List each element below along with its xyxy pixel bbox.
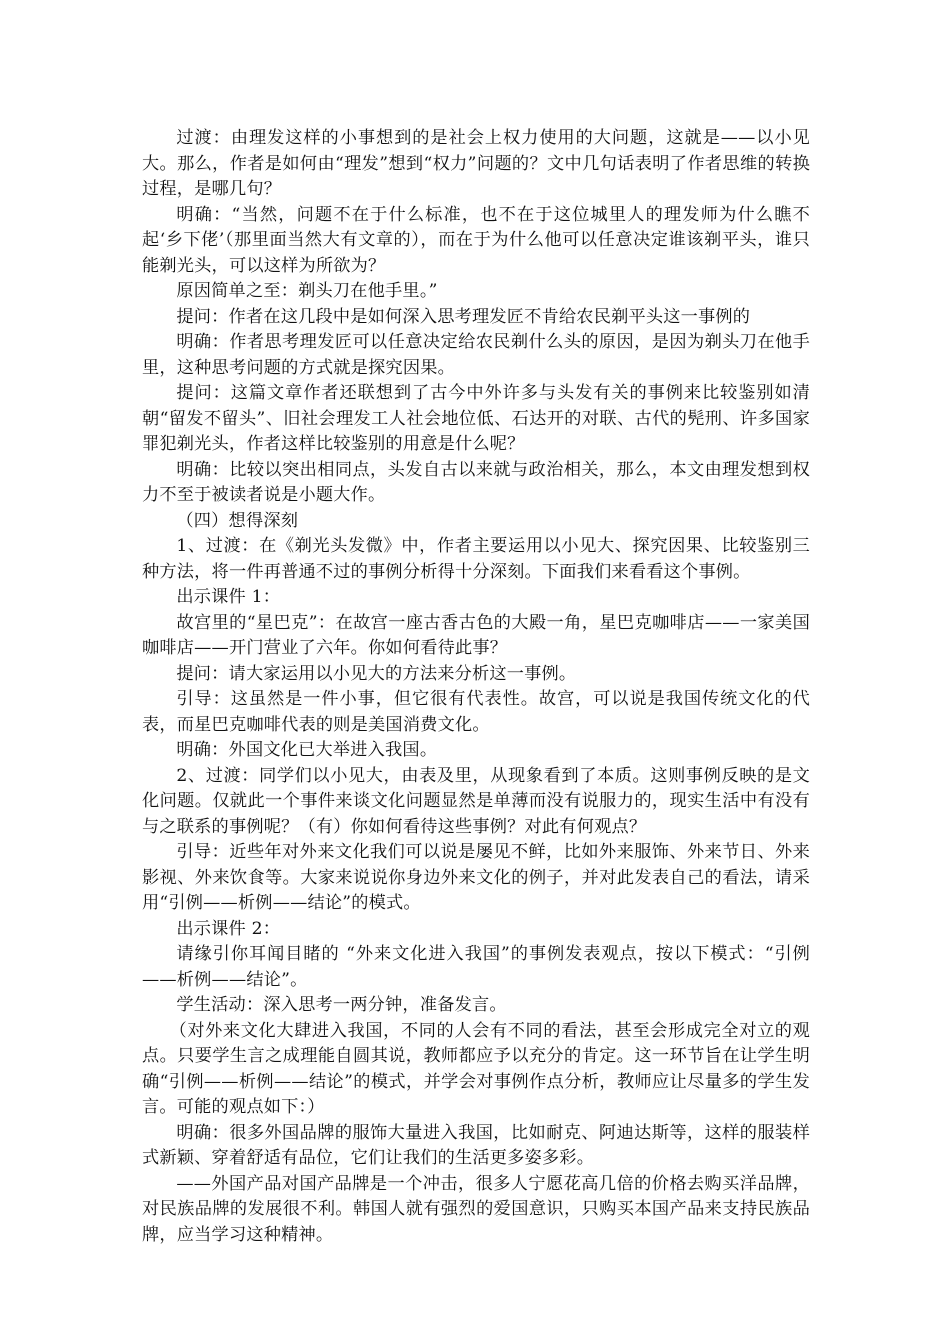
paragraph: 明确：作者思考理发匠可以任意决定给农民剃什么头的原因，是因为剃头刀在他手里，这种思考问题的方式就是探究因果。 — [142, 332, 810, 378]
paragraph: 明确：“当然，问题不在于什么标准，也不在于这位城里人的理发师为什么瞧不起‘乡下佬’（那里面当然大有文章的），而在于为什么他可以任意决定谁该剃平头，谁只能剃光头，可以这样为所欲为？ — [142, 204, 810, 276]
paragraph: 请缘引你耳闻目睹的 “外来文化进入我国”的事例发表观点，按以下模式：“引例——析例——结论”。 — [142, 944, 810, 990]
paragraph: 出示课件 1： — [176, 587, 281, 607]
paragraph: ——外国产品对国产品牌是一个冲击，很多人宁愿花高几倍的价格去购买洋品牌，对民族品牌的发展很不利。韩国人就有强烈的爱国意识，只购买本国产品来支持民族品牌，应当学习这种精神。 — [142, 1173, 810, 1245]
paragraph: 原因简单之至：剃头刀在他手里。” — [176, 281, 438, 301]
paragraph: 引导：这虽然是一件小事，但它很有代表性。故宫，可以说是我国传统文化的代表，而星巴克咖啡代表的则是美国消费文化。 — [142, 689, 810, 735]
paragraph: 出示课件 2： — [176, 918, 281, 939]
paragraph: 明确：很多外国品牌的服饰大量进入我国，比如耐克、阿迪达斯等，这样的服装样式新颖、穿着舒适有品位，它们让我们的生活更多姿多彩。 — [142, 1122, 810, 1168]
paragraph: 学生活动：深入思考一两分钟，准备发言。 — [176, 995, 507, 1015]
paragraph: 提问：这篇文章作者还联想到了古今中外许多与头发有关的事例来比较鉴别如清朝“留发不留头”、旧社会理发工人社会地位低、石达开的对联、古代的髡刑、许多国家罪犯剃光头，作者这样比较鉴别的用意是什么呢？ — [142, 383, 810, 454]
paragraph: 明确：外国文化已大举进入我国。 — [176, 740, 438, 760]
paragraph: 提问：请大家运用以小见大的方法来分析这一事例。 — [176, 663, 577, 684]
section-heading: （四）想得深刻 — [176, 510, 299, 531]
paragraph: 2、过渡：同学们以小见大，由表及里，从现象看到了本质。这则事例反映的是文化问题。仅就此一个事件来谈文化问题显然是单薄而没有说服力的，现实生活中有没有与之联系的事例呢？（有）你如何看待这些事例？对此有何观点？ — [142, 765, 810, 837]
paragraph: 提问：作者在这几段中是如何深入思考理发匠不肯给农民剃平头这一事例的 — [176, 306, 751, 327]
paragraph: （对外来文化大肆进入我国，不同的人会有不同的看法，甚至会形成完全对立的观点。只要学生言之成理能自圆其说，教师都应予以充分的肯定。这一环节旨在让学生明确“引例——析例——结论”的模式，并学会对事例作点分析，教师应让尽量多的学生发言。可能的观点如下：） — [142, 1020, 810, 1117]
paragraph: 1、过渡：在《剃光头发微》中，作者主要运用以小见大、探究因果、比较鉴别三种方法，将一件再普通不过的事例分析得十分深刻。下面我们来看看这个事例。 — [142, 536, 810, 582]
paragraph: 过渡：由理发这样的小事想到的是社会上权力使用的大问题，这就是——以小见大。那么，作者是如何由“理发”想到“权力”问题的？文中几句话表明了作者思维的转换过程，是哪几句？ — [142, 128, 810, 199]
paragraph: 引导：近些年对外来文化我们可以说是屡见不鲜，比如外来服饰、外来节日、外来影视、外来饮食等。大家来说说你身边外来文化的例子，并对此发表自己的看法，请采用“引例——析例——结论”的模式。 — [142, 842, 810, 913]
paragraph: 明确：比较以突出相同点，头发自古以来就与政治相关，那么，本文由理发想到权力不至于被读者说是小题大作。 — [142, 459, 810, 505]
paragraph: 故宫里的“星巴克”：在故宫一座古香古色的大殿一角，星巴克咖啡店——一家美国咖啡店——开门营业了六年。你如何看待此事？ — [142, 612, 810, 658]
